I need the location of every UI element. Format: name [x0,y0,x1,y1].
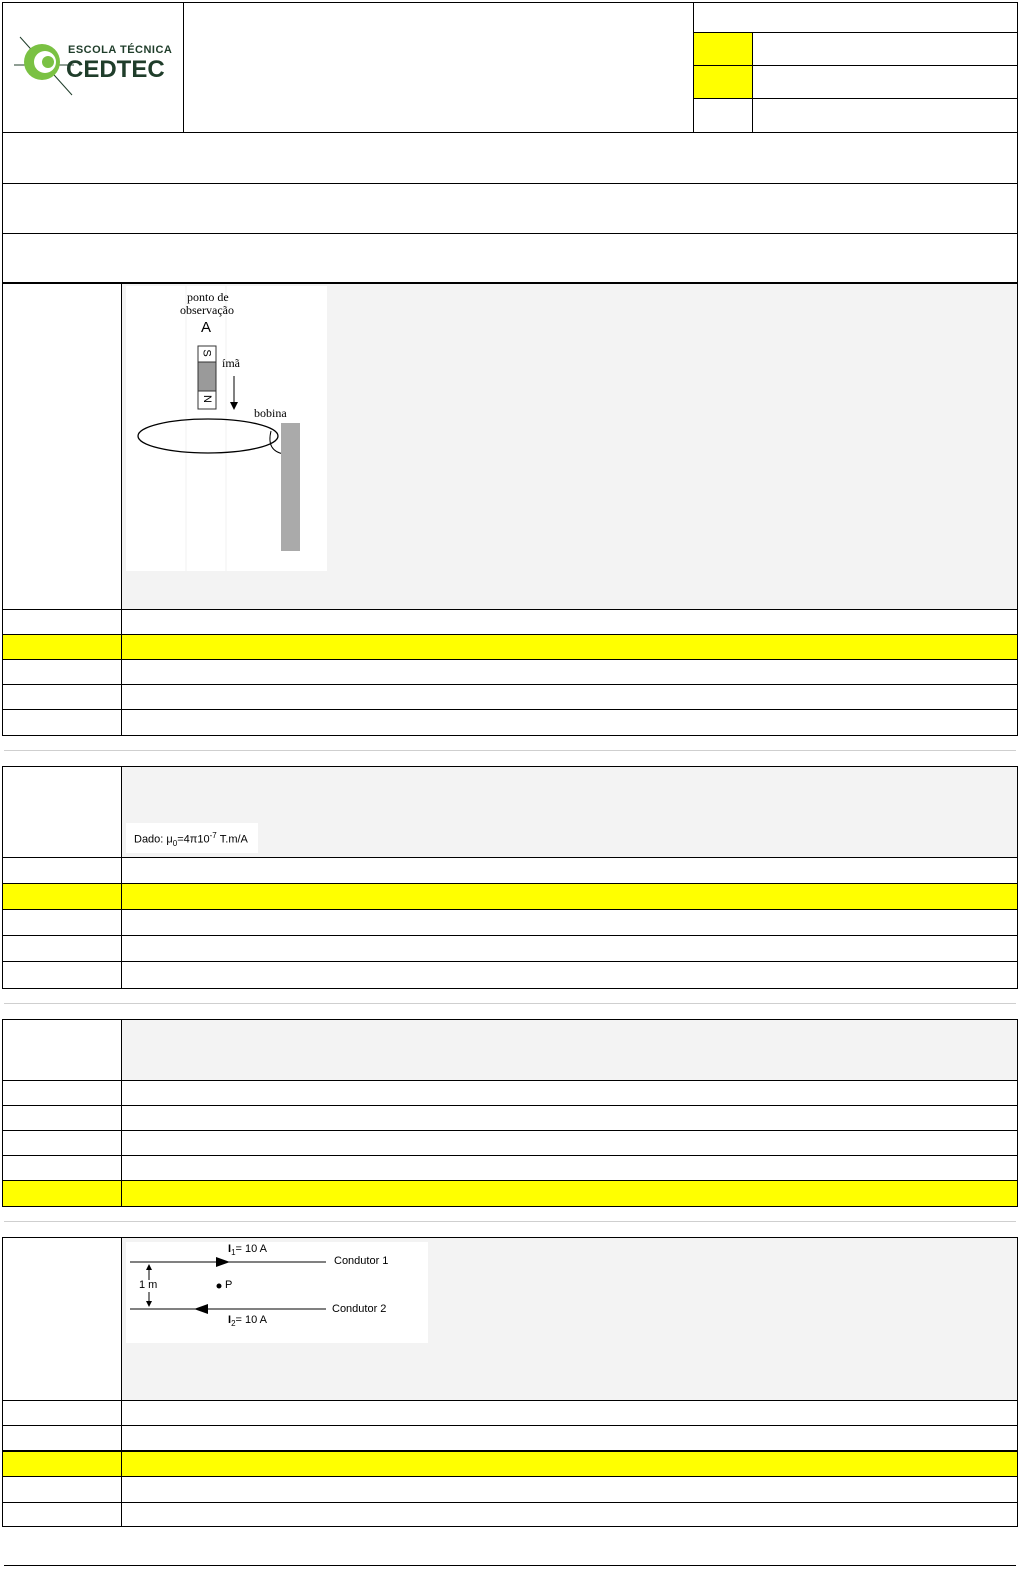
i2-value: = 10 A [235,1314,268,1326]
cond2-label: Condutor 2 [332,1303,387,1315]
separator-3 [4,1221,1016,1222]
q2-given-exp: -7 [209,831,217,840]
q3-option-c-letter [3,1131,122,1155]
q1-option-a-letter [3,610,122,634]
logo-line1: ESCOLA TÉCNICA [68,44,173,56]
obs-label-1: ponto de [187,290,229,304]
q2-number-cell [3,767,122,857]
info-marker-1 [694,33,753,66]
q4-option-b[interactable] [3,1425,1017,1450]
q4-option-c-letter [3,1452,122,1476]
q2-given-rest: =4π10 [177,833,210,846]
q1-option-c-letter [3,660,122,684]
q4-figure [126,1242,428,1343]
i1-sub: 1 [231,1248,236,1258]
q2-given-box [126,823,258,853]
separator-2 [4,1003,1016,1004]
q1-option-b-correct[interactable] [3,634,1017,659]
q2-statement [122,767,1017,857]
q1-option-e-letter [3,710,122,736]
i2-sub: 2 [231,1319,236,1329]
q3-option-e-letter [3,1181,122,1207]
q4-option-d[interactable] [3,1477,1017,1502]
info-value-2 [753,66,1018,99]
q2-option-b-correct[interactable] [3,883,1017,909]
info-grid [694,2,1018,132]
q3-option-c[interactable] [3,1130,1017,1155]
q2-option-a-letter [3,858,122,883]
q4-option-d-letter [3,1477,122,1502]
magnet-s-label: S [200,349,213,357]
q1-option-d[interactable] [3,684,1017,709]
q4-number-cell [3,1238,122,1400]
q3-number-cell [3,1020,122,1080]
q1-statement [122,284,1017,609]
point-label: P [225,1279,233,1291]
q3-option-b[interactable] [3,1105,1017,1130]
q2-given: Dado: μ [134,833,173,846]
coil-label: bobina [254,406,287,420]
magnet-label: ímã [222,356,240,370]
q4-statement [122,1238,1017,1400]
q3-option-d[interactable] [3,1155,1017,1180]
separator-1 [4,750,1016,751]
info-row-0 [694,2,1018,33]
question-1 [2,283,1018,736]
q2-given-unit: T.m/A [216,833,248,846]
info-marker-3 [694,99,753,132]
q3-option-b-letter [3,1106,122,1130]
q1-option-e[interactable] [3,709,1017,735]
q2-option-e[interactable] [3,961,1017,988]
q1-figure [126,286,327,571]
header-row-2 [2,183,1018,233]
header-row-1 [2,132,1018,183]
q3-option-d-letter [3,1156,122,1180]
q2-given-sub: 0 [172,838,178,848]
q1-option-a[interactable] [3,609,1017,634]
q4-option-a[interactable] [3,1400,1017,1425]
question-4 [2,1237,1018,1527]
obs-label-2: observação [180,303,234,317]
i1-symbol: I [228,1243,232,1255]
info-value-1 [753,33,1018,66]
logo-cell [2,2,184,132]
q4-option-a-letter [3,1401,122,1425]
q1-number-cell [3,284,122,609]
q1-option-d-letter [3,685,122,709]
q4-option-e-letter [3,1503,122,1527]
dist-label: 1 m [139,1279,158,1291]
q2-option-d[interactable] [3,935,1017,961]
obs-marker: A [201,319,212,336]
i2-symbol: I [228,1314,232,1326]
i2-label [228,1314,267,1328]
magnet-coil-diagram [126,286,327,571]
question-2 [2,766,1018,989]
title-cell [184,2,694,132]
q2-option-b-letter [3,884,122,909]
q2-option-c-letter [3,910,122,935]
i1-label [228,1243,267,1257]
header-row-3 [2,233,1018,283]
q2-option-e-letter [3,962,122,989]
q3-statement [122,1020,1017,1080]
cond1-label: Condutor 1 [334,1255,389,1267]
q4-option-e[interactable] [3,1502,1017,1526]
q3-option-e-correct[interactable] [3,1180,1017,1206]
i1-value: = 10 A [235,1243,268,1255]
q4-option-c-correct[interactable] [3,1450,1017,1477]
logo-line2: CEDTEC [66,56,165,83]
q3-option-a[interactable] [3,1080,1017,1105]
question-3 [2,1019,1018,1207]
q2-option-d-letter [3,936,122,961]
q2-option-c[interactable] [3,909,1017,935]
q1-option-b-letter [3,635,122,659]
q4-option-b-letter [3,1426,122,1450]
info-marker-2 [694,66,753,99]
footer-rule [4,1565,1016,1566]
q3-option-a-letter [3,1081,122,1105]
q1-option-c[interactable] [3,659,1017,684]
magnet-n-label: N [200,395,213,403]
q2-option-a[interactable] [3,857,1017,883]
